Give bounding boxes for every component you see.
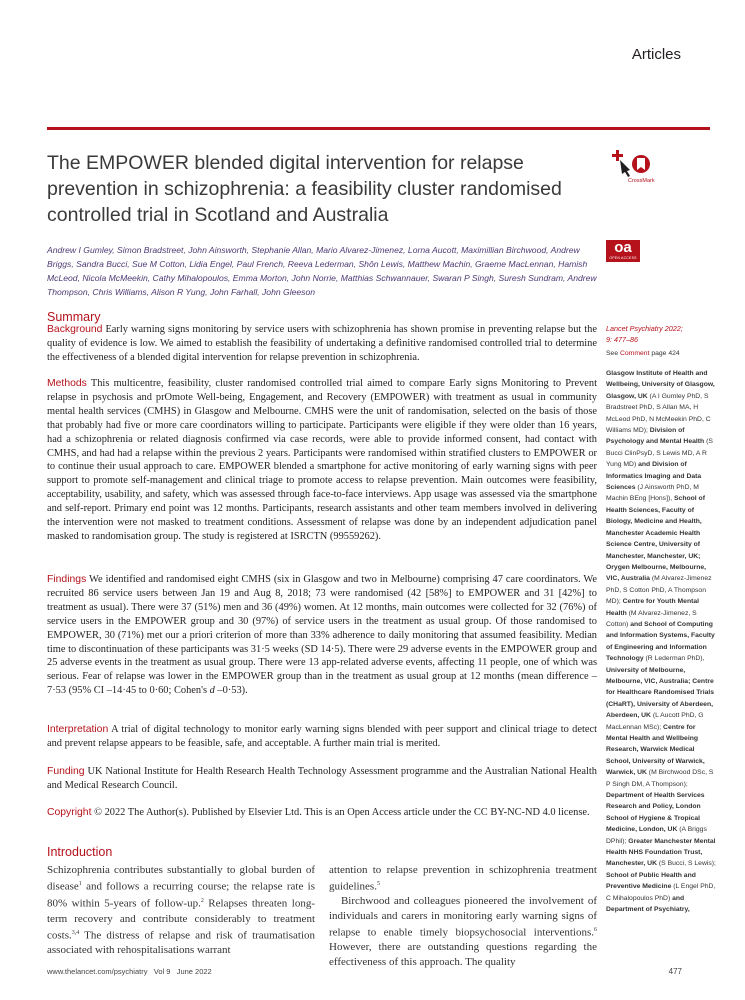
affiliation-authors: (A Briggs DPhil); bbox=[606, 826, 707, 845]
section-label: Articles bbox=[631, 46, 681, 63]
intro-text: However, there are outstanding questions regarding the effectiveness of this approach. The quality bbox=[329, 941, 597, 968]
methods-text: This multicentre, feasibility, cluster randomised controlled trial aimed to compare Early signs Monitoring to Prevent relapse in psychosis and prOmote Well-being, Engagement, and Recovery (EMPOWER) with treatment as usual in community mental health services (CMHS) in Glasgow and Melbourne. CMHS were the unit of randomisation, selected on the basis of those that probably had five or more care coordinators willing to participate. Participants were eligible if they were older than 16 years, had a schizophrenia or related diagnosis confirmed via case records, were able to provide informed consent, had contact with CMHS, and had had a relapse within the previous 2 years. Participants were randomised within stratified clusters to EMPOWER or to continue their usual approach to care. EMPOWER blended a smartphone for active monitoring of early warning signs with peer support to promote self-management and clinical triage to promote access to relapse prevention. Main outcomes were feasibility, acceptability, usability, and safety, which was assessed through face-to-face interviews. App usage was assessed via the smartphone and self-report. Primary end point was 12 months. Participants, research assistants and other team members involved in delivering the intervention were not masked to treatment conditions. Assessment of relapse was done by an independent adjudication panel masked to randomisation group. The study is registered at ISRCTN (99559262). bbox=[47, 378, 597, 542]
header-rule bbox=[47, 127, 710, 130]
oa-label: oa bbox=[614, 239, 632, 256]
citation-ref[interactable]: 2 bbox=[200, 898, 204, 905]
affiliation-institution: University of Melbourne, Melbourne, VIC, Australia; Centre for Healthcare Randomised Trials (CHaRT), University of Aberdeen, Aberdeen, UK bbox=[606, 666, 715, 720]
intro-column-1 bbox=[47, 863, 315, 957]
affiliation-institution: Centre for Youth Mental Health bbox=[606, 598, 700, 617]
page-number: 477 bbox=[668, 967, 682, 976]
background-paragraph bbox=[47, 323, 597, 365]
see-comment bbox=[606, 348, 716, 359]
affiliation-authors: (S Bucci ClinPsyD, S Lewis MD, A R Yung MD) bbox=[606, 438, 713, 469]
affiliation-institution: and School of Computing and Information Systems, Faculty of Engineering and Information Technology bbox=[606, 620, 715, 663]
methods-label: Methods bbox=[47, 378, 87, 389]
affiliation-institution: Greater Manchester Mental Health NHS Foundation Trust, Manchester, UK bbox=[606, 837, 716, 868]
comment-link[interactable]: Comment bbox=[619, 349, 650, 357]
footer-journal bbox=[47, 967, 212, 976]
see-prefix: See bbox=[606, 349, 620, 357]
article-title: The EMPOWER blended digital intervention for relapse prevention in schizophrenia: a feasibility cluster randomised controlled trial in Scotland and Australia bbox=[47, 152, 562, 226]
affiliation-authors: (L Engel PhD, C Mihalopoulos PhD) bbox=[606, 883, 716, 902]
oa-sublabel: OPEN ACCESS bbox=[609, 256, 637, 260]
findings-paragraph bbox=[47, 573, 597, 698]
funding-label: Funding bbox=[47, 766, 85, 777]
interpretation-text: A trial of digital technology to monitor early warning signs blended with peer support and clinical triage to detect and prevent relapse appears to be feasible, safe, and acceptable. A further main trial is merited. bbox=[47, 724, 597, 749]
affiliation-institution: and Division of Informatics Imaging and Data Sciences bbox=[606, 461, 702, 492]
copyright-label: Copyright bbox=[47, 807, 92, 818]
copyright-paragraph bbox=[47, 806, 597, 820]
intro-text: and follows a recurring course; the relapse rate is 80% within 5-years of follow-up. bbox=[47, 881, 315, 911]
findings-text-end: –0·53). bbox=[214, 685, 248, 697]
affiliation-institution: Division of Psychology and Mental Health bbox=[606, 427, 705, 446]
background-label: Background bbox=[47, 324, 103, 335]
intro-text: Relapses threaten long-term recovery and contribute considerably to treatment costs. bbox=[47, 898, 315, 942]
sidebar-citation bbox=[606, 323, 716, 359]
affiliation-institution: Centre for Mental Health and Wellbeing Research, Warwick Medical School, University of Warwick, Warwick, UK bbox=[606, 723, 705, 777]
intro-text: Schizophrenia contributes substantially to global burden of disease bbox=[47, 864, 315, 894]
affiliation-institution: School of Public Health and Preventive Medicine bbox=[606, 871, 696, 891]
citation-ref[interactable]: 1 bbox=[78, 881, 82, 888]
affiliation-authors: (R Lederman PhD), bbox=[643, 655, 705, 663]
copyright-text: © 2022 The Author(s). Published by Elsevier Ltd. This is an Open Access article under the CC BY-NC-ND 4.0 license. bbox=[94, 807, 590, 818]
citation-ref[interactable]: 6 bbox=[594, 927, 597, 934]
funding-paragraph bbox=[47, 765, 597, 793]
intro-text: Birchwood and colleagues pioneered the involvement of individuals and carers in monitoring early warning signs of relapse to enable timely biopsychosocial interventions. bbox=[329, 895, 597, 939]
summary-heading: Summary bbox=[47, 310, 101, 324]
intro-text: attention to relapse prevention in schizophrenia treatment guidelines. bbox=[329, 864, 597, 894]
crossmark-label: CrossMark bbox=[628, 178, 655, 184]
author-list: Andrew I Gumley, Simon Bradstreet, John Ainsworth, Stephanie Allan, Mario Alvarez-Jimenez, Lorna Aucott, Maximillian Birchwood, Andrew Briggs, Sandra Bucci, Sue M Cotton, Lidia Engel, Paul French, Reeva Lederman, Shôn Lewis, Matthew Machin, Graeme MacLennan, Hamish McLeod, Nicola McMeekin, Cathy Mihalopoulos, Emma Morton, John Norrie, Matthias Schwannauer, Swaran P Singh, Suresh Sundram, Andrew Thompson, Chris Williams, Alison R Yung, John Farhall, John Gleeson bbox=[47, 245, 597, 297]
affiliation-authors: (M Alvarez-Jimenez, S Cotton) bbox=[606, 609, 697, 628]
affiliation-institution: Glasgow Institute of Health and Wellbeing, University of Glasgow, Glasgow, UK bbox=[606, 370, 715, 400]
affiliations bbox=[606, 368, 716, 916]
citation-ref[interactable]: 3,4 bbox=[71, 929, 80, 936]
affiliation-institution: School of Health Sciences, Faculty of Biology, Medicine and Health, Manchester Academic Health Science Centre, University of Manchester, Manchester, UK; Orygen Melbourne, Melbourne, VIC, Australia bbox=[606, 495, 707, 583]
journal-citation: Lancet Psychiatry 2022; bbox=[606, 324, 683, 333]
affiliation-institution: and Department of Psychiatry, bbox=[606, 894, 690, 914]
interpretation-paragraph bbox=[47, 723, 597, 751]
affiliation-authors: (J Ainsworth PhD, M Machin BEng [Hons]), bbox=[606, 484, 699, 503]
interpretation-label: Interpretation bbox=[47, 724, 109, 735]
citation-ref[interactable]: 5 bbox=[376, 881, 380, 888]
findings-text: We identified and randomised eight CMHS (six in Glasgow and two in Melbourne) comprising 47 care coordinators. We recruited 86 service users between Jan 19 and Aug 8, 2018; 73 were randomised (42 [58%] to EMPOWER and 31 [42%] to treatment as usual). There were 37 (51%) men and 36 (49%) women. At 12 months, main outcomes were collected for 32 (76%) of service users in the EMPOWER group and 30 (97%) of service users in the treatment as usual group. Of those randomised to EMPOWER, 30 (71%) met our a priori criterion of more than 33% adherence to daily monitoring that assumed feasibility. Median time to discontinuation of these participants was 31·5 weeks (SD 14·5). There were 29 adverse events in the EMPOWER group and 25 adverse events in the treatment as usual group. There were 13 app-related adverse events, affecting 11 people, one of which was serious. Fear of relapse was lower in the EMPOWER group than in the treatment as usual group at 12 months (mean difference –7·53 (95% CI –14·45 to 0·60; Cohen's bbox=[47, 574, 597, 697]
affiliation-institution: Department of Health Services Research and Policy, London School of Hygiene & Tropical Medicine, London, UK bbox=[606, 792, 705, 834]
volume-pages: 9: 477–86 bbox=[606, 335, 638, 345]
affiliation-authors: (S Bucci, S Lewis); bbox=[657, 860, 716, 868]
funding-text: UK National Institute for Health Research Health Technology Assessment programme and the Australian National Health and Medical Research Council. bbox=[47, 766, 597, 791]
crossmark-badge[interactable] bbox=[606, 148, 656, 188]
affiliation-authors: (M Birchwood DSc, S P Singh DM, A Thompson); bbox=[606, 769, 714, 788]
introduction-heading: Introduction bbox=[47, 845, 113, 859]
background-text: Early warning signs monitoring by service users with schizophrenia has shown promise in preventing relapse but the quality of evidence is low. We aimed to establish the feasibility of undertaking a definitive randomised controlled trial to determine the effectiveness of a blended digital intervention for relapse prevention in schizophrenia. bbox=[47, 324, 597, 363]
findings-cohen-d: d bbox=[209, 685, 215, 697]
intro-text: The distress of relapse and risk of traumatisation associated with rehospitalisations warrant bbox=[47, 929, 315, 956]
methods-paragraph bbox=[47, 377, 597, 544]
affiliation-authors: (L Aucott PhD, G MacLennan MSc); bbox=[606, 712, 704, 731]
affiliation-authors: (M Alvarez-Jimenez PhD, S Cotton PhD, A Thompson MD); bbox=[606, 575, 712, 606]
affiliation-authors: (A I Gumley PhD, S Bradstreet PhD, S Allan MA, H McLeod PhD, N McMeekin PhD, C Williams MD); bbox=[606, 392, 711, 435]
findings-label: Findings bbox=[47, 574, 87, 585]
open-access-badge bbox=[606, 240, 640, 262]
see-suffix: page 424 bbox=[649, 349, 680, 357]
footer-url[interactable]: www.thelancet.com/psychiatry bbox=[47, 967, 148, 976]
footer-volume: Vol 9 bbox=[153, 967, 171, 976]
intro-column-2 bbox=[329, 863, 597, 969]
footer-date: June 2022 bbox=[176, 967, 212, 976]
